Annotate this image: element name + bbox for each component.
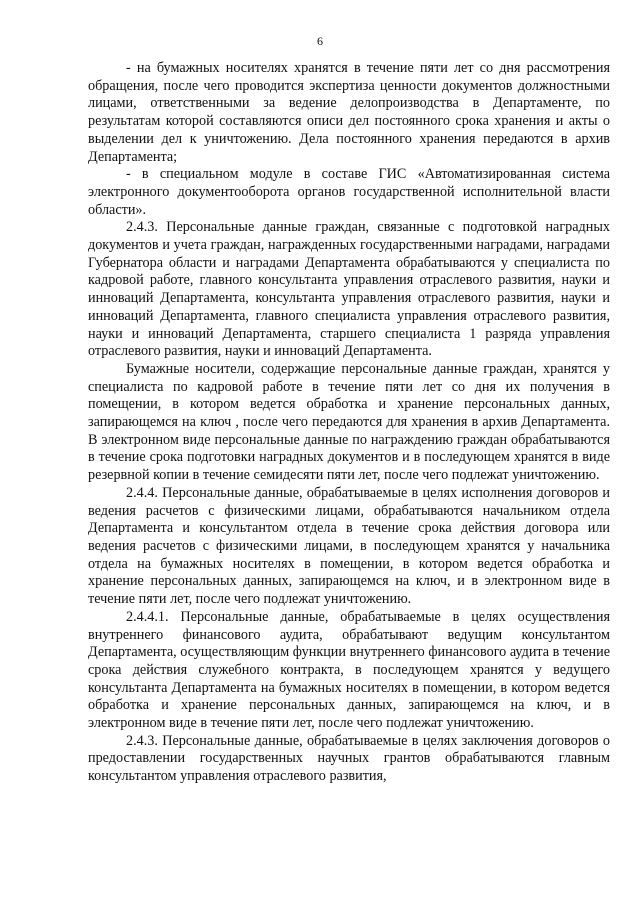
paragraph-electronic-module: - в специальном модуле в составе ГИС «Автоматизированная система электронного документооборота органов государственной исполнительной власти области». (88, 166, 610, 218)
paragraph-award-storage: Бумажные носители, содержащие персональные данные граждан, хранятся у специалиста по кадровой работе в течение пяти лет со дня их получения в помещении, в котором ведется обработка и хранение персональных данных, запирающемся на ключ , после чего передаются для хранения в архив Департамента. В электронном виде персональные данные по награждению граждан обрабатываются в течение срока подготовки наградных документов и в последующем хранятся в виде резервной копии в течение семидесяти пяти лет, после чего подлежат уничтожению. (88, 360, 610, 484)
document-body (88, 60, 610, 786)
paragraph-2-4-4-1-audit: 2.4.4.1. Персональные данные, обрабатываемые в целях осуществления внутреннего финансового аудита, обрабатывают ведущим консультантом Департамента, осуществляющим функции внутреннего финансового аудита в течение срока действия служебного контракта, в последующем хранятся у ведущего консультанта Департамента на бумажных носителях в помещении, в котором ведется обработка и хранение персональных данных, запирающемся на ключ, и в электронном виде в течение пяти лет, после чего подлежат уничтожению. (88, 608, 610, 732)
paragraph-2-4-3-grants: 2.4.3. Персональные данные, обрабатываемые в целях заключения договоров о предоставлении государственных научных грантов обрабатываются главным консультантом управления отраслевого развития, (88, 732, 610, 785)
page-number: 6 (317, 34, 323, 48)
paragraph-paper-storage: - на бумажных носителях хранятся в течение пяти лет со дня рассмотрения обращения, после чего проводится экспертиза ценности документов должностными лицами, ответственными за ведение делопроизводства в Департаменте, по результатам которой составляются описи дел постоянного срока хранения и акты о выделении дел к уничтожению. Дела постоянного хранения передаются в архив Департамента; (88, 60, 610, 165)
paragraph-2-4-3-awards: 2.4.3. Персональные данные граждан, связанные с подготовкой наградных документов и учета граждан, награжденных государственными наградами, наградами Губернатора области и наградами Департамента обрабатываются у специалиста по кадровой работе, главного консультанта управления отраслевого развития, науки и инноваций Департамента, консультанта управления отраслевого развития, науки и инноваций Департамента, главного специалиста управления отраслевого развития, науки и инноваций Департамента, старшего специалиста 1 разряда управления отраслевого развития, науки и инноваций Департамента. (88, 219, 610, 360)
paragraph-2-4-4-contracts: 2.4.4. Персональные данные, обрабатываемые в целях исполнения договоров и ведения расчетов с физическими лицами, обрабатываются начальником отдела Департамента и консультантом отдела в течение срока действия договора или ведения расчетов с физическими лицами, в последующем хранятся у начальника отдела на бумажных носителях в помещении, в котором ведется обработка и хранение персональных данных, запирающемся на ключ, и в электронном виде в течение пяти лет, после чего подлежат уничтожению. (88, 484, 610, 608)
